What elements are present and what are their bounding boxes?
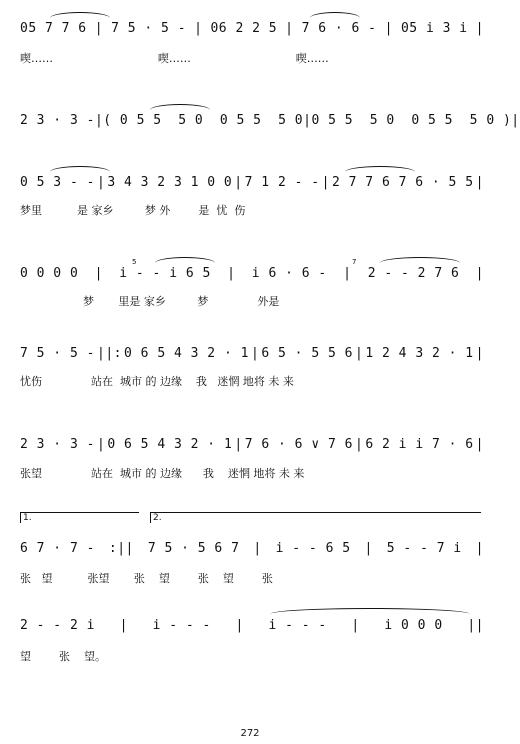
barline: |: [355, 436, 364, 452]
slur: [270, 608, 470, 614]
chord-mark: 7: [352, 258, 357, 266]
slur: [310, 12, 360, 18]
measure: 6 2 i i 7 · 6: [365, 436, 474, 452]
repeat-end-barline: :||: [108, 540, 134, 556]
lyrics-line-3: 梦里 是 家乡 梦 外 是 忧 伤: [20, 204, 246, 217]
slur: [345, 166, 415, 172]
score-system-7: [20, 538, 484, 558]
measure: 0 6 5 4 3 2 · 1: [124, 345, 249, 361]
measure: 6 7 · 7 -: [20, 540, 95, 556]
barline: |: [234, 174, 243, 190]
measure: i - - 6 5: [275, 540, 351, 556]
score-system-1: [20, 18, 484, 38]
barline: |: [511, 112, 520, 128]
barline: |: [384, 20, 393, 36]
measure: 0 5 3 - -: [20, 174, 95, 190]
measure: 6 5 · 5 5 6: [261, 345, 353, 361]
measure: 3 4 3 2 3 1 0 0: [107, 174, 233, 190]
barline: |: [235, 617, 244, 633]
lyrics-line-7: 张 望 张望 张 望 张 望 张: [20, 572, 273, 585]
measure: 7 5 · 5 -: [20, 345, 95, 361]
barline: |: [234, 436, 243, 452]
barline: |: [227, 265, 236, 281]
barline: |: [475, 345, 484, 361]
measure: 2 3 · 3 -: [20, 436, 95, 452]
lyrics-line-8: 望 张 望。: [20, 650, 106, 663]
slur: [155, 257, 215, 263]
measure: 1 2 4 3 2 · 1: [365, 345, 474, 361]
measure: i 0 0 0: [384, 617, 443, 633]
score-system-8: [20, 615, 484, 635]
measure: 0 0 0 0: [20, 265, 79, 281]
measure: 0 5 5 5 0 0 5 5 5 0 ): [311, 112, 512, 128]
score-system-3: [20, 172, 484, 192]
measure: 7 5 · 5 6 7: [147, 540, 240, 556]
barline: |: [343, 265, 352, 281]
lyrics-line-1: 喫…… 喫…… 喫……: [20, 52, 329, 65]
barline: |: [94, 112, 104, 128]
volta-second-ending: 2.: [150, 512, 481, 523]
barline: |: [119, 617, 128, 633]
barline: |: [364, 540, 373, 556]
barline: |: [94, 20, 104, 36]
barline: |: [475, 540, 484, 556]
repeat-start-barline: ||:: [97, 345, 122, 361]
measure: 5 - - 7 i: [386, 540, 462, 556]
barline: |: [94, 265, 103, 281]
slur: [380, 257, 460, 263]
slur: [50, 166, 110, 172]
lyrics-line-4: 梦 里是 家乡 梦 外是: [20, 295, 280, 308]
barline: |: [194, 20, 203, 36]
score-system-5: [20, 343, 484, 363]
measure: ( 0 5 5 5 0 0 5 5 5 0: [103, 112, 304, 128]
score-system-2: [20, 110, 520, 130]
barline: |: [253, 540, 262, 556]
page-number: 272: [240, 728, 260, 739]
measure: i - - i 6 5: [119, 265, 211, 281]
measure: i - - -: [152, 617, 211, 633]
measure: 2 3 · 3 -: [20, 112, 95, 128]
barline: |: [250, 345, 260, 361]
barline: |: [321, 174, 330, 190]
lyrics-line-6: 张望 站在 城市 的 边缘 我 迷惘 地将 未 来: [20, 467, 305, 480]
final-barline: ||: [467, 617, 484, 633]
barline: |: [351, 617, 360, 633]
slur: [50, 12, 110, 18]
barline: |: [303, 112, 312, 128]
measure: 7 6 · 6 -: [301, 20, 377, 36]
measure: 0 6 5 4 3 2 · 1: [107, 436, 233, 452]
volta-first-ending: 1.: [20, 512, 139, 523]
score-system-6: [20, 434, 484, 454]
barline: |: [285, 20, 294, 36]
measure: 7 5 · 5 -: [111, 20, 187, 36]
barline: |: [475, 436, 484, 452]
measure: 2 - - 2 7 6: [367, 265, 460, 281]
barline: |: [355, 345, 364, 361]
measure: i - - -: [268, 617, 327, 633]
measure: 7 6 · 6 ∨ 7 6: [244, 436, 353, 452]
slur: [150, 104, 210, 110]
chord-mark: 5: [132, 258, 137, 266]
measure: i 6 · 6 -: [251, 265, 327, 281]
measure: 7 1 2 - -: [244, 174, 320, 190]
score-system-4: [20, 263, 484, 283]
barline: |: [475, 20, 484, 36]
measure: 2 7 7 6 7 6 · 5 5: [331, 174, 474, 190]
barline: |: [475, 265, 484, 281]
barline: |: [96, 174, 106, 190]
measure: 06 2 2 5: [210, 20, 278, 36]
barline: |: [475, 174, 484, 190]
measure: 2 - - 2 i: [20, 617, 95, 633]
measure: 05 7 7 6: [20, 20, 87, 36]
measure: 05 i 3 i: [400, 20, 468, 36]
lyrics-line-5: 忧伤 站在 城市 的 边缘 我 迷惘 地将 未 来: [20, 375, 294, 388]
barline: |: [97, 436, 106, 452]
